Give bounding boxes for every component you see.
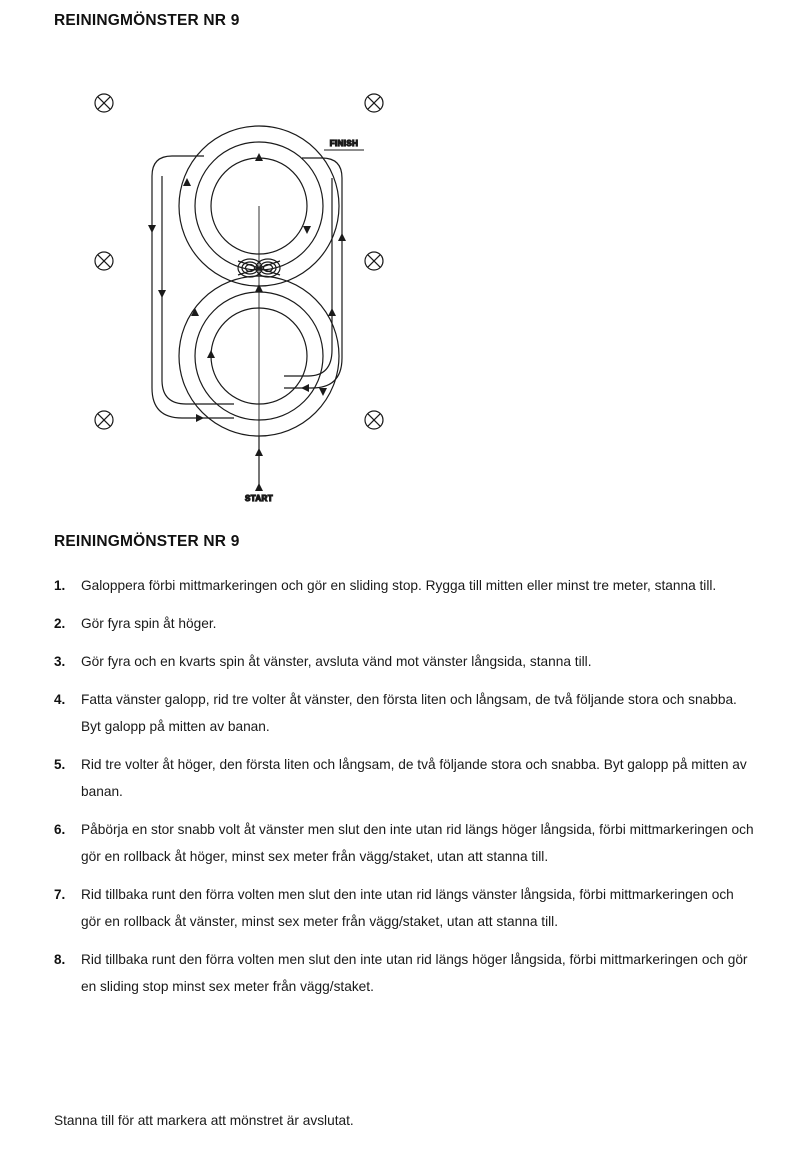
- left-rundown-track: [152, 156, 234, 418]
- list-item: [54, 572, 754, 599]
- list-item: [54, 648, 754, 675]
- step-text: Rid tillbaka runt den förra volten men slut den inte utan rid längs vänster långsida, förbi mittmarkeringen och gör en rollback åt vänster, minst sex meter från vägg/staket, utan att stanna till.: [81, 887, 734, 929]
- list-item: [54, 751, 754, 805]
- finish-label: FINISH: [329, 139, 359, 148]
- cone-marker-icon: [95, 411, 113, 429]
- step-text: Galoppera förbi mittmarkeringen och gör en sliding stop. Rygga till mitten eller minst tre meter, stanna till.: [81, 578, 717, 593]
- list-item: [54, 610, 754, 637]
- step-text: Rid tre volter åt höger, den första liten och långsam, de två följande stora och snabba. Byt galopp på mitten av banan.: [81, 757, 747, 799]
- cone-marker-icon: [365, 252, 383, 270]
- pattern-steps-list: [54, 572, 754, 1011]
- step-number: 5.: [54, 757, 66, 772]
- page-title-top: REININGMÖNSTER NR 9: [54, 12, 240, 29]
- step-number: 2.: [54, 616, 66, 631]
- direction-arrows: [148, 153, 346, 491]
- cone-marker-icon: [95, 94, 113, 112]
- step-number: 6.: [54, 822, 66, 837]
- list-item: [54, 686, 754, 740]
- step-number: 3.: [54, 654, 66, 669]
- list-item: [54, 816, 754, 870]
- step-number: 1.: [54, 578, 66, 593]
- step-text: Fatta vänster galopp, rid tre volter åt vänster, den första liten och långsam, de två följande stora och snabba. Byt galopp på mitten av banan.: [81, 692, 737, 734]
- page-title-second: REININGMÖNSTER NR 9: [54, 533, 240, 550]
- step-text: Gör fyra spin åt höger.: [81, 616, 217, 631]
- cone-marker-icon: [365, 94, 383, 112]
- cone-marker-icon: [95, 252, 113, 270]
- step-number: 8.: [54, 952, 66, 967]
- closing-note: Stanna till för att markera att mönstret är avslutat.: [54, 1113, 354, 1128]
- list-item: [54, 946, 754, 1000]
- list-item: [54, 881, 754, 935]
- step-number: 7.: [54, 887, 66, 902]
- step-text: Rid tillbaka runt den förra volten men slut den inte utan rid längs höger långsida, förbi mittmarkeringen och gör en sliding stop minst sex meter från vägg/staket.: [81, 952, 748, 994]
- start-label: START: [244, 494, 274, 503]
- cone-marker-icon: [365, 411, 383, 429]
- step-text: Påbörja en stor snabb volt åt vänster men slut den inte utan rid längs höger långsida, förbi mittmarkeringen och gör en rollback åt höger, minst sex meter från vägg/staket, utan att stanna till.: [81, 822, 754, 864]
- step-text: Gör fyra och en kvarts spin åt vänster, avsluta vänd mot vänster långsida, stanna till.: [81, 654, 592, 669]
- right-rundown-track: [284, 158, 342, 388]
- step-number: 4.: [54, 692, 66, 707]
- reining-pattern-figure: [54, 58, 434, 508]
